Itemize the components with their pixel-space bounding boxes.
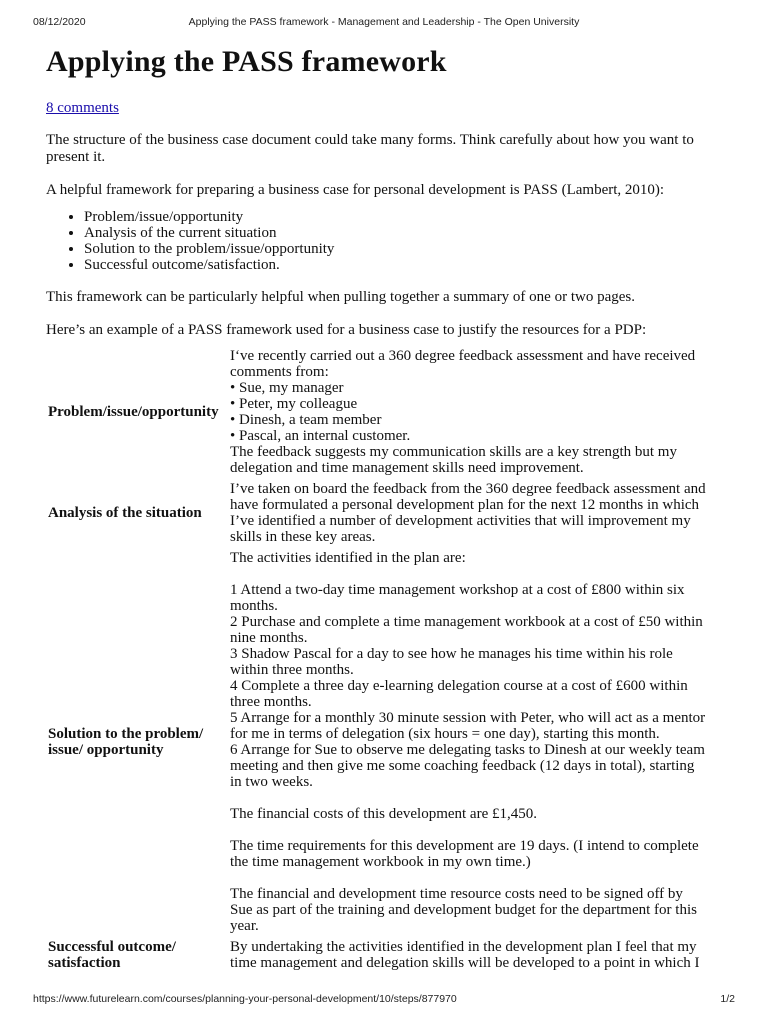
desc-line: 3 Shadow Pascal for a day to see how he manages his time within his role — [230, 646, 673, 662]
desc-line: I’ve taken on board the feedback from the 360 degree feedback assessment and — [230, 481, 706, 497]
desc-line: Sue as part of the training and development budget for the department for this — [230, 902, 697, 918]
desc-line: months. — [230, 598, 278, 614]
desc-line: I‘ve recently carried out a 360 degree feedback assessment and have received — [230, 348, 696, 364]
row-description — [230, 345, 736, 478]
example-paragraph: Here’s an example of a PASS framework used for a business case to justify the resources for a PDP: — [46, 322, 647, 338]
desc-line: • Pascal, an internal customer. — [230, 428, 411, 444]
table-row — [46, 547, 736, 936]
print-page-number: 1/2 — [720, 993, 735, 1005]
row-term — [46, 936, 230, 973]
desc-line: delegation and time management skills need improvement. — [230, 460, 584, 476]
term-label: satisfaction — [48, 955, 121, 971]
desc-line: The activities identified in the plan are: — [230, 550, 466, 566]
page-title: Applying the PASS framework — [46, 45, 447, 78]
list-item: • Problem/issue/opportunity — [84, 209, 736, 225]
desc-line: • Sue, my manager — [230, 380, 344, 396]
desc-line: I’ve identified a number of development activities that will improvement my — [230, 513, 691, 529]
term-label: Analysis of the situation — [48, 504, 202, 521]
desc-line: • Peter, my colleague — [230, 396, 358, 412]
desc-line: The feedback suggests my communication skills are a key strength but my — [230, 444, 677, 460]
desc-line: year. — [230, 918, 259, 934]
row-description — [230, 936, 736, 973]
print-header — [0, 16, 768, 30]
desc-line: time management and delegation skills will be developed to a point in which I — [230, 955, 700, 971]
term-label: Solution to the problem/ — [48, 726, 204, 742]
list-item: • Successful outcome/satisfaction. — [84, 257, 736, 273]
desc-line: within three months. — [230, 662, 354, 678]
summary-paragraph: This framework can be particularly helpful when pulling together a summary of one or two pages. — [46, 289, 635, 305]
table-row — [46, 936, 736, 973]
pass-bullet-list — [46, 209, 736, 273]
term-label: Successful outcome/ — [48, 939, 176, 955]
print-url: https://www.futurelearn.com/courses/planning-your-personal-development/10/steps/877970 — [33, 993, 457, 1005]
comments-link[interactable]: 8 comments — [46, 100, 119, 116]
desc-line: have formulated a personal development plan for the next 12 months in which — [230, 497, 700, 513]
desc-line: nine months. — [230, 630, 308, 646]
row-term — [46, 547, 230, 936]
desc-line: three months. — [230, 694, 312, 710]
desc-line: comments from: — [230, 364, 329, 380]
desc-line: The financial costs of this development are £1,450. — [230, 806, 537, 822]
list-item: • Analysis of the current situation — [84, 225, 736, 241]
print-footer — [0, 993, 768, 1007]
print-date: 08/12/2020 — [33, 16, 86, 28]
desc-line: for me in terms of delegation (six hours = one day), starting this month. — [230, 726, 660, 742]
framework-paragraph: A helpful framework for preparing a business case for personal development is PASS (Lambert, 2010): — [46, 182, 665, 198]
term-label: issue/ opportunity — [48, 742, 164, 758]
desc-line: meeting and then give me some coaching feedback (12 days in total), starting — [230, 758, 695, 774]
article — [46, 40, 736, 973]
line-spacer — [230, 790, 736, 806]
line-spacer — [230, 822, 736, 838]
term-label: Problem/issue/opportunity — [48, 403, 219, 420]
intro-paragraph: The structure of the business case document could take many forms. Think carefully about how you want to present it. — [46, 132, 694, 165]
row-term — [46, 345, 230, 478]
line-spacer — [230, 870, 736, 886]
desc-line: the time management workbook in my own time.) — [230, 854, 531, 870]
desc-line: • Dinesh, a team member — [230, 412, 382, 428]
desc-line: The financial and development time resource costs need to be signed off by — [230, 886, 683, 902]
desc-line: 2 Purchase and complete a time management workbook at a cost of £50 within — [230, 614, 703, 630]
pass-framework-table — [46, 345, 736, 973]
desc-line: 5 Arrange for a monthly 30 minute session with Peter, who will act as a mentor — [230, 710, 706, 726]
table-row — [46, 478, 736, 547]
row-description — [230, 478, 736, 547]
line-spacer — [230, 566, 736, 582]
desc-line: By undertaking the activities identified in the development plan I feel that my — [230, 939, 697, 955]
row-term — [46, 478, 230, 547]
row-description — [230, 547, 736, 936]
desc-line: The time requirements for this development are 19 days. (I intend to complete — [230, 838, 699, 854]
desc-line: in two weeks. — [230, 774, 313, 790]
desc-line: 6 Arrange for Sue to observe me delegating tasks to Dinesh at our weekly team — [230, 742, 705, 758]
desc-line: skills in these key areas. — [230, 529, 376, 545]
table-row — [46, 345, 736, 478]
print-page-title: Applying the PASS framework - Management and Leadership - The Open University — [188, 16, 580, 28]
desc-line: 4 Complete a three day e-learning delegation course at a cost of £600 within — [230, 678, 688, 694]
list-item: • Solution to the problem/issue/opportunity — [84, 241, 736, 257]
desc-line: 1 Attend a two-day time management workshop at a cost of £800 within six — [230, 582, 685, 598]
